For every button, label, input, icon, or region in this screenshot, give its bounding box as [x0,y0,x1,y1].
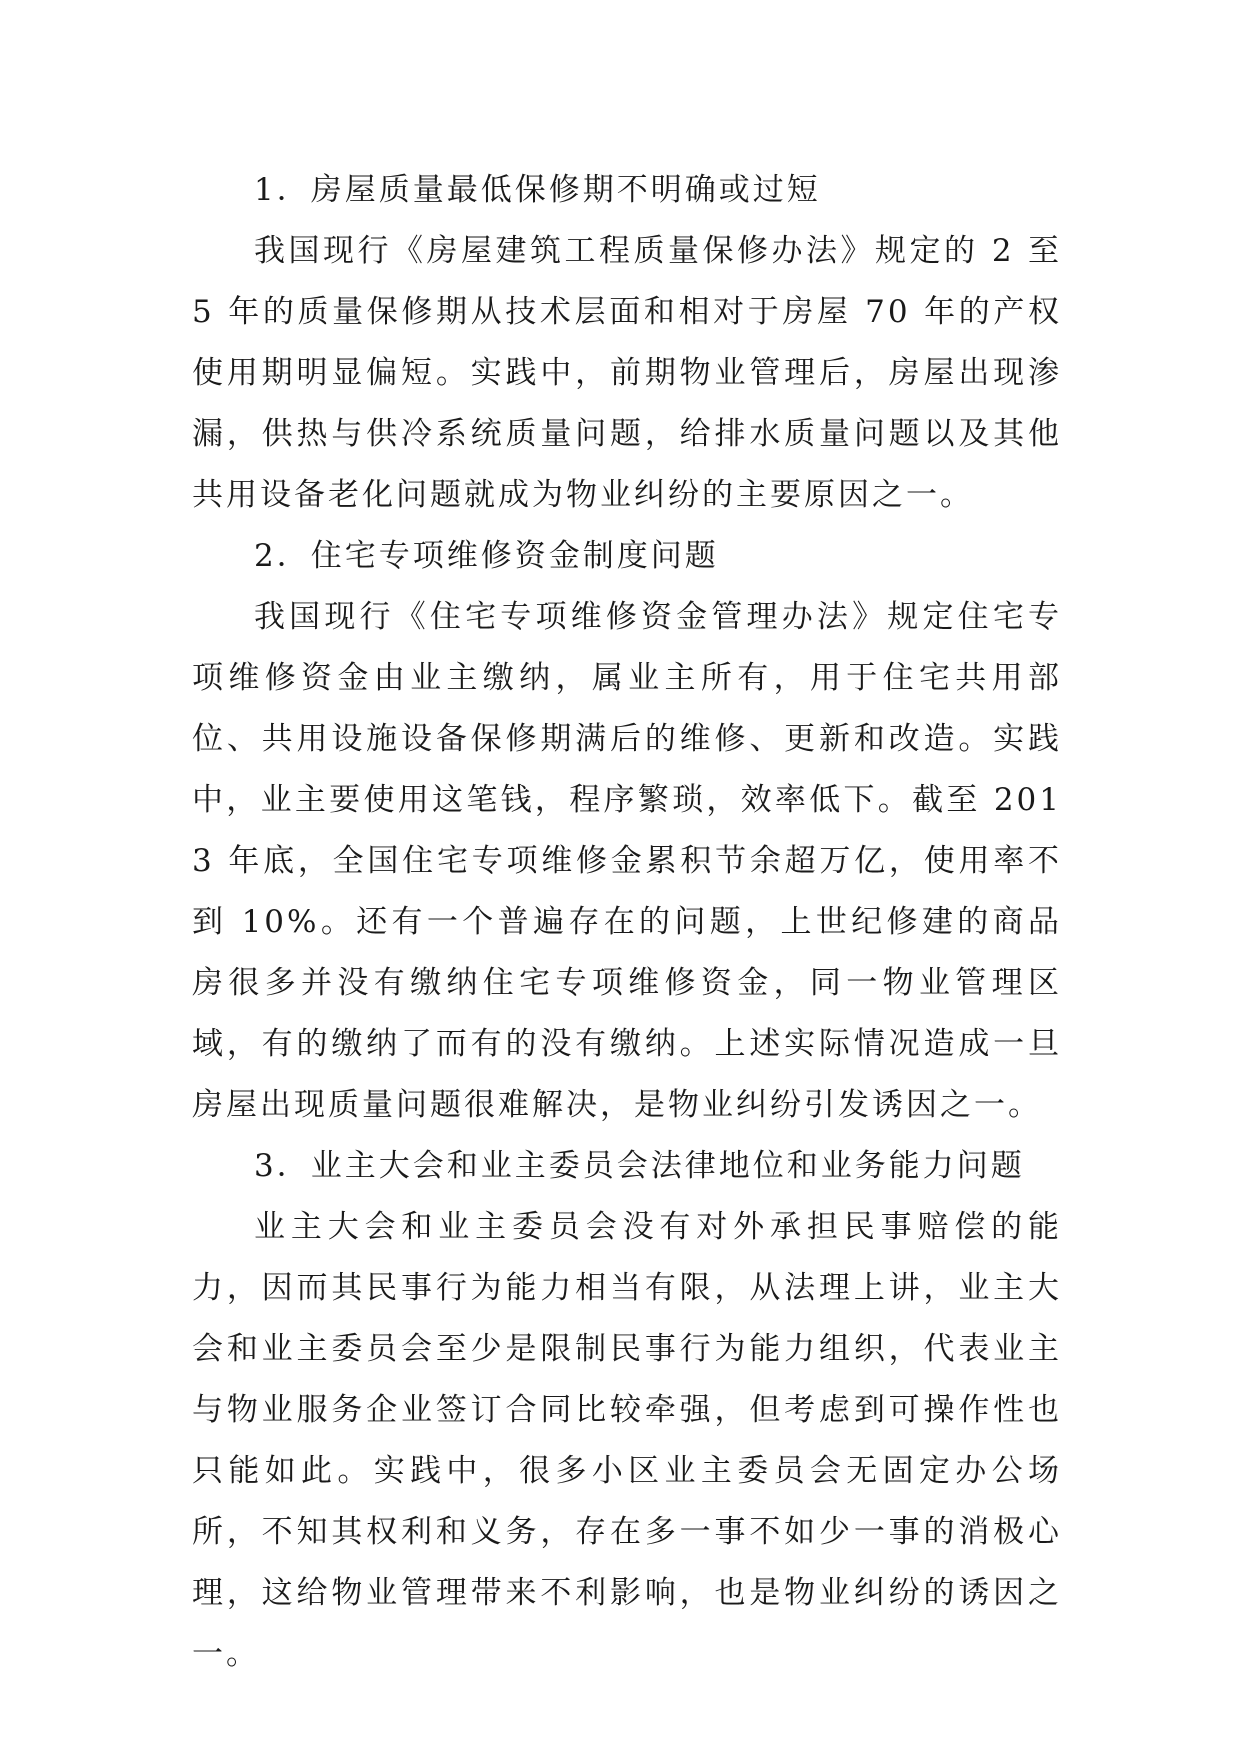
section-paragraph-3: 业主大会和业主委员会没有对外承担民事赔偿的能力，因而其民事行为能力相当有限，从法理上讲，业主大会和业主委员会至少是限制民事行为能力组织，代表业主与物业服务企业签订合同比较牵强，但考虑到可操作性也只能如此。实践中，很多小区业主委员会无固定办公场所，不知其权利和义务，存在多一事不如少一事的消极心理，这给物业管理带来不利影响，也是物业纠纷的诱因之一。 [192,1209,1062,1672]
section-heading-1: 1．房屋质量最低保修期不明确或过短 [254,172,821,208]
section-heading-3: 3．业主大会和业主委员会法律地位和业务能力问题 [254,1148,1025,1184]
section-heading-2: 2．住宅专项维修资金制度问题 [254,538,719,574]
section-paragraph-1: 我国现行《房屋建筑工程质量保修办法》规定的 2 至 5 年的质量保修期从技术层面和相对于房屋 70 年的产权使用期明显偏短。实践中，前期物业管理后，房屋出现渗漏，供热与供冷系统质量问题，给排水质量问题以及其他共用设备老化问题就成为物业纠纷的主要原因之一。 [192,233,1062,513]
section-paragraph-2: 我国现行《住宅专项维修资金管理办法》规定住宅专项维修资金由业主缴纳，属业主所有，用于住宅共用部位、共用设施设备保修期满后的维修、更新和改造。实践中，业主要使用这笔钱，程序繁琐，效率低下。截至 2013 年底，全国住宅专项维修金累积节余超万亿，使用率不到 10%。还有一个普遍存在的问题，上世纪修建的商品房很多并没有缴纳住宅专项维修资金，同一物业管理区域，有的缴纳了而有的没有缴纳。上述实际情况造成一旦房屋出现质量问题很难解决，是物业纠纷引发诱因之一。 [192,599,1062,1123]
document-body [192,160,1062,1685]
